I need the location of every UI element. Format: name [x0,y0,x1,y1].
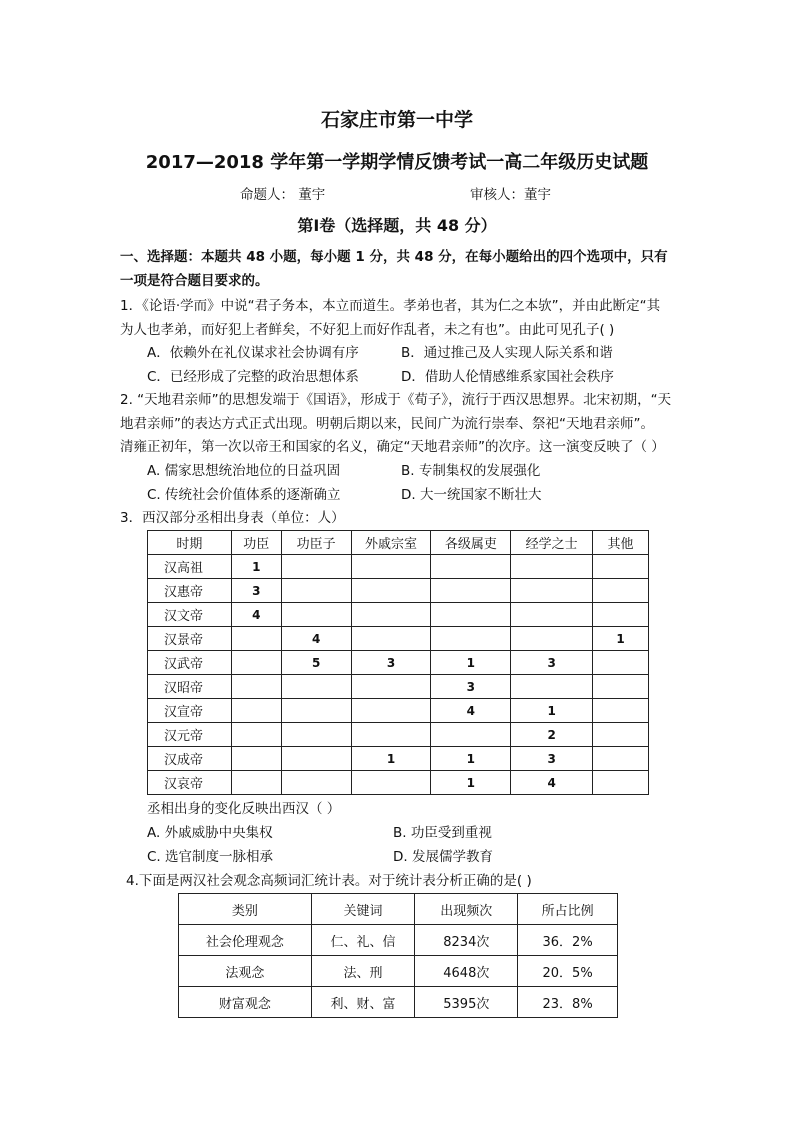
table-cell [431,555,511,579]
q2-option-d: D. 大一统国家不断壮大 [401,487,542,503]
table-cell: 法、刑 [311,956,415,987]
table-cell: 3 [431,675,511,699]
q3-option-c: C. 选官制度一脉相承 [147,849,274,865]
table-header: 所占比例 [518,894,618,925]
q2-option-c: C. 传统社会价值体系的逐渐确立 [147,487,341,503]
table-cell: 20．5% [518,956,618,987]
table-cell: 23．8% [518,987,618,1018]
table-cell: 3 [511,747,593,771]
table-header: 功臣子 [281,531,351,555]
table-cell [511,627,593,651]
q2-stem-line3: 清雍正初年，第一次以帝王和国家的名义，确定“天地君亲师”的次序。这一演变反映了（ ） [120,439,665,455]
table-cell: 1 [431,771,511,795]
table-cell [593,771,649,795]
q4-stem: 4.下面是两汉社会观念高频词汇统计表。对于统计表分析正确的是( ) [126,873,532,889]
table-cell: 汉宣帝 [148,699,232,723]
table-row [148,771,649,795]
table-cell: 汉高祖 [148,555,232,579]
table-row [148,723,649,747]
table-cell: 利、财、富 [311,987,415,1018]
q3-table [147,530,649,795]
table-header: 其他 [593,531,649,555]
table-cell: 社会伦理观念 [179,925,312,956]
table-cell: 5 [281,651,351,675]
table-cell: 财富观念 [179,987,312,1018]
table-cell [281,555,351,579]
table-row [179,956,618,987]
table-cell: 1 [431,651,511,675]
table-header: 时期 [148,531,232,555]
table-cell [231,627,281,651]
table-cell: 汉惠帝 [148,579,232,603]
table-cell: 汉元帝 [148,723,232,747]
table-cell [281,771,351,795]
table-header: 关键词 [311,894,415,925]
table-cell: 4 [231,603,281,627]
table-cell [281,747,351,771]
table-cell [231,771,281,795]
table-cell [281,579,351,603]
table-cell [431,627,511,651]
table-cell [281,699,351,723]
table-cell: 3 [351,651,431,675]
q4-table-header-row [179,894,618,925]
q1-stem-line1: 1．《论语·学而》中说“君子务本，本立而道生。孝弟也者，其为仁之本欤”，并由此断定“其 [120,298,661,314]
table-cell: 汉哀帝 [148,771,232,795]
table-cell: 汉昭帝 [148,675,232,699]
table-cell [431,579,511,603]
table-cell: 仁、礼、信 [311,925,415,956]
table-cell: 1 [511,699,593,723]
table-cell: 汉武帝 [148,651,232,675]
table-header: 外戚宗室 [351,531,431,555]
table-cell: 3 [231,579,281,603]
table-cell [593,579,649,603]
q1-stem-line2: 为人也孝弟，而好犯上者鲜矣，不好犯上而好作乱者，未之有也”。由此可见孔子( ) [120,322,615,338]
table-cell: 8234次 [415,925,518,956]
table-cell [511,675,593,699]
q2-stem-line2: 地君亲师”的表达方式正式出现。明朝后期以来，民间广为流行崇奉、祭祀“天地君亲师”。 [120,416,654,432]
table-cell: 1 [431,747,511,771]
table-cell [231,747,281,771]
table-row [148,747,649,771]
q1-option-b: B．通过推己及人实现人际关系和谐 [401,345,613,361]
table-cell: 3 [511,651,593,675]
table-cell: 4 [511,771,593,795]
table-row [148,699,649,723]
school-name: 石家庄市第一中学 [320,109,473,131]
table-row [148,675,649,699]
table-cell [351,579,431,603]
q1-option-d: D．借助人伦情感维系家国社会秩序 [401,369,614,385]
table-cell [231,675,281,699]
table-header: 各级属吏 [431,531,511,555]
q2-option-b: B. 专制集权的发展强化 [401,463,541,479]
table-cell [593,699,649,723]
table-cell [231,651,281,675]
q3-option-b: B. 功臣受到重视 [393,825,492,841]
q3-option-a: A. 外戚威胁中央集权 [147,825,273,841]
table-cell [511,579,593,603]
table-row [179,987,618,1018]
q2-option-a: A. 儒家思想统治地位的日益巩固 [147,463,341,479]
exam-title: 2017—2018 学年第一学期学情反馈考试一高二年级历史试题 [145,152,649,173]
q2-stem-line1: 2. “天地君亲师”的思想发端于《国语》，形成于《荀子》，流行于西汉思想界。北宋初期，“天 [120,392,672,408]
table-cell [593,651,649,675]
table-row [148,555,649,579]
table-cell: 2 [511,723,593,747]
table-cell [593,723,649,747]
table-cell: 法观念 [179,956,312,987]
q3-table-header-row [148,531,649,555]
table-cell [231,699,281,723]
table-cell [281,603,351,627]
table-cell [593,747,649,771]
table-cell [231,723,281,747]
table-cell [593,555,649,579]
table-header: 经学之士 [511,531,593,555]
table-cell: 1 [231,555,281,579]
table-cell [431,723,511,747]
q1-option-a: A．依赖外在礼仪谋求社会协调有序 [147,345,359,361]
table-cell [593,603,649,627]
table-cell: 4 [431,699,511,723]
table-cell: 1 [351,747,431,771]
q4-table [178,893,618,1018]
table-cell [281,675,351,699]
table-cell [351,675,431,699]
table-row [148,603,649,627]
table-cell: 4 [281,627,351,651]
table-cell [511,603,593,627]
table-cell [593,675,649,699]
volume-title: 第Ⅰ卷（选择题，共 48 分） [297,216,497,235]
table-header: 类别 [179,894,312,925]
table-row [148,651,649,675]
table-cell [431,603,511,627]
table-cell: 汉景帝 [148,627,232,651]
q3-option-d: D. 发展儒学教育 [393,849,493,865]
section-instruction-line2: 一项是符合题目要求的。 [120,273,269,289]
table-cell: 36．2% [518,925,618,956]
table-cell [351,627,431,651]
table-cell [351,723,431,747]
table-cell [351,771,431,795]
table-cell: 4648次 [415,956,518,987]
table-header: 出现频次 [415,894,518,925]
table-row [179,925,618,956]
q1-option-c: C．已经形成了完整的政治思想体系 [147,369,359,385]
table-cell [281,723,351,747]
table-cell: 汉成帝 [148,747,232,771]
q3-question: 丞相出身的变化反映出西汉（ ） [147,801,341,817]
table-row [148,579,649,603]
reviewer: 审核人：董宇 [470,187,551,203]
table-cell: 5395次 [415,987,518,1018]
question-setter: 命题人： 董宇 [240,187,326,203]
table-header: 功臣 [231,531,281,555]
table-cell: 1 [593,627,649,651]
table-row [148,627,649,651]
table-cell [351,699,431,723]
section-instruction-line1: 一、选择题：本题共 48 小题，每小题 1 分，共 48 分，在每小题给出的四个选项中，只有 [120,249,668,265]
table-cell: 汉文帝 [148,603,232,627]
q3-stem: 3．西汉部分丞相出身表（单位：人） [120,510,345,526]
table-cell [351,603,431,627]
table-cell [351,555,431,579]
table-cell [511,555,593,579]
